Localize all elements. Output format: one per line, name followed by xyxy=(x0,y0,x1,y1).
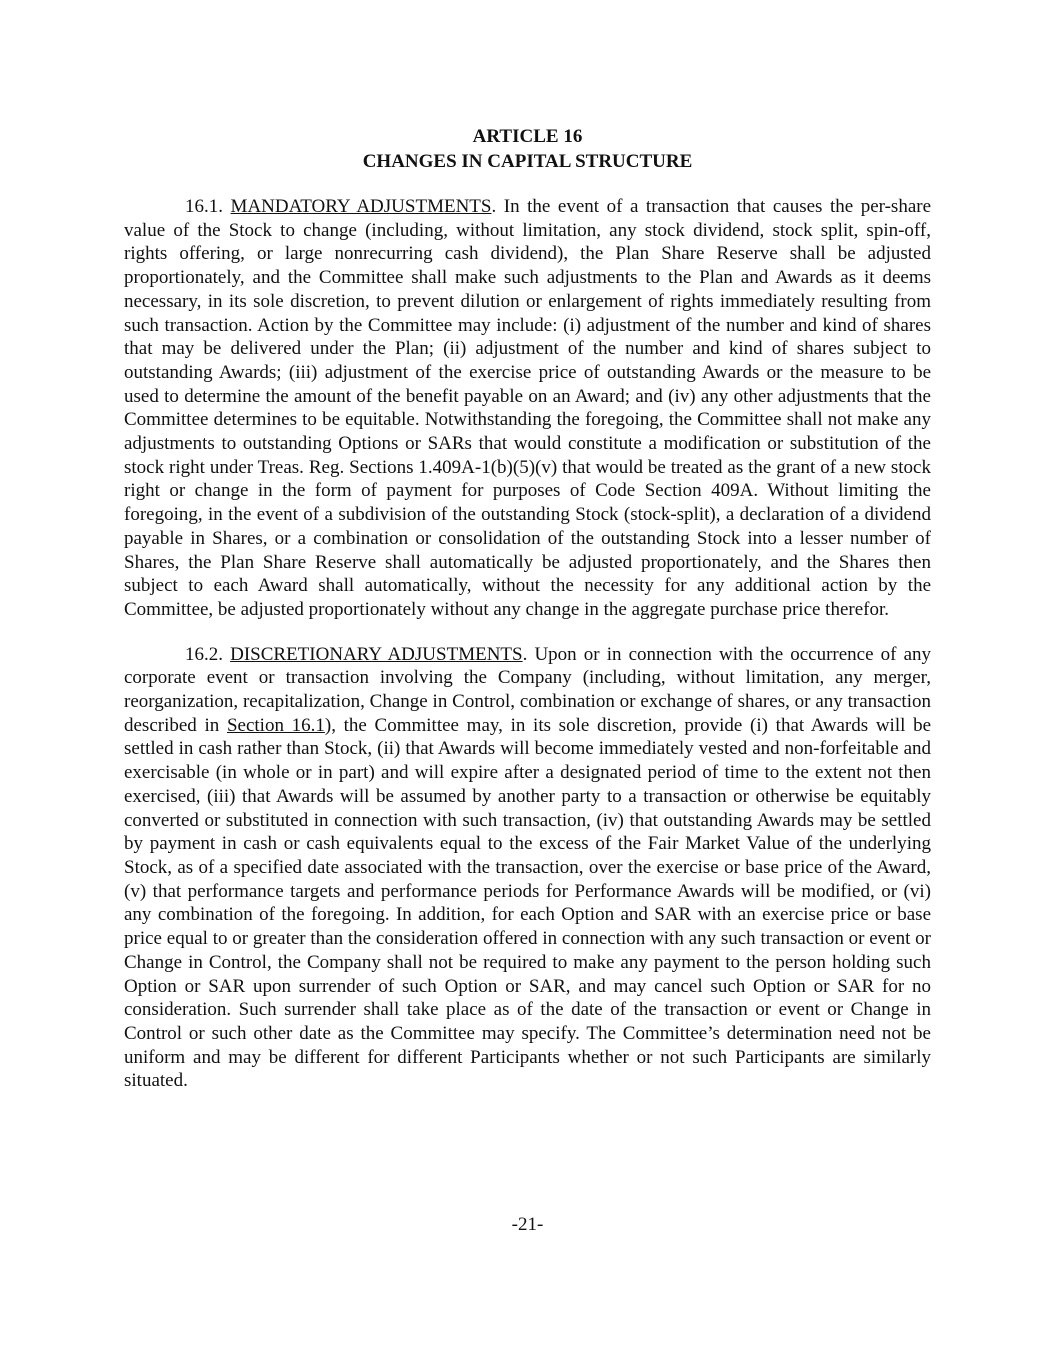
section-16-1 xyxy=(124,195,931,622)
document-page xyxy=(124,124,931,1114)
section-16-1-heading-punct: . xyxy=(491,196,497,217)
section-16-2-heading: DISCRETIONARY ADJUSTMENTS xyxy=(230,643,523,665)
section-16-2-number: 16.2. xyxy=(185,643,223,665)
article-heading xyxy=(124,124,931,174)
section-16-1-crossref-link[interactable]: Section 16.1 xyxy=(226,714,325,736)
section-16-1-body: In the event of a transaction that causes the per-share value of the Stock to change (including, without limitation, any stock dividend, stock split, spin-off, rights offering, or large nonrecurring cash dividend), the Plan Share Reserve shall be adjusted proportionately, and the Committee shall make such adjustments to the Plan and Awards as it deems necessary, in its sole discretion, to prevent dilution or enlargement of rights immediately resulting from such transaction. Action by the Committee may include: (i) adjustment of the number and kind of shares that may be delivered under the Plan; (ii) adjustment of the number and kind of shares subject to outstanding Awards; (iii) adjustment of the exercise price of outstanding Awards or the measure to be used to determine the amount of the benefit payable on an Award; and (iv) any other adjustments that the Committee determines to be equitable. Notwithstanding the foregoing, the Committee shall not make any adjustments to outstanding Options or SARs that would constitute a modification or substitution of the stock right under Treas. Reg. Sections 1.409A-1(b)(5)(v) that would be treated as the grant of a new stock right or change in the form of payment for purposes of Code Section 409A. Without limiting the foregoing, in the event of a subdivision of the outstanding Stock (stock-split), a declaration of a dividend payable in Shares, or a combination or consolidation of the outstanding Stock into a lesser number of Shares, the Plan Share Reserve shall automatically be adjusted proportionately, and the Shares then subject to each Award shall automatically, without the necessity for any additional action by the Committee, be adjusted proportionately without any change in the aggregate purchase price therefor. xyxy=(124,196,932,620)
section-16-2-body-part2: ), the Committee may, in its sole discretion, provide (i) that Awards will be settled in cash rather than Stock, (ii) that Awards will become immediately vested and non-forfeitable and exercisable (in whole or in part) and will expire after a designated period of time to the extent not then exercised, (iii) that Awards will be assumed by another party to a transaction or otherwise be equitably converted or substituted in connection with such transaction, (iv) that outstanding Awards may be settled by payment in cash or cash equivalents equal to the excess of the Fair Market Value of the underlying Stock, as of a specified date associated with the transaction, over the exercise or base price of the Award, (v) that performance targets and performance periods for Performance Awards will be modified, or (vi) any combination of the foregoing. In addition, for each Option and SAR with an exercise price or base price equal to or greater than the consideration offered in connection with any such transaction or event or Change in Control, the Company shall not be required to make any payment to the person holding such Option or SAR upon surrender of such Option or SAR, and may cancel such Option or SAR for no consideration. Such surrender shall take place as of the date of the transaction or event or Change in Control or such other date as the Committee may specify. The Committee’s determination need not be uniform and may be different for different Participants whether or not such Participants are similarly situated. xyxy=(124,714,932,1092)
section-16-2-body-part1: Upon or in connection with the occurrence of any corporate event or transaction involving the Company (including, without limitation, any merger, reorganization, recapitalization, Change in Control, combination or exchange of shares, or any transaction described in xyxy=(124,643,932,736)
section-16-2 xyxy=(124,643,931,1093)
section-16-2-heading-punct: . xyxy=(522,643,528,665)
section-16-1-heading: MANDATORY ADJUSTMENTS xyxy=(230,196,492,217)
article-number: ARTICLE 16 xyxy=(472,126,583,147)
page-number: -21- xyxy=(511,1214,544,1235)
article-title: CHANGES IN CAPITAL STRUCTURE xyxy=(362,151,693,172)
section-16-1-number: 16.1. xyxy=(185,196,223,217)
